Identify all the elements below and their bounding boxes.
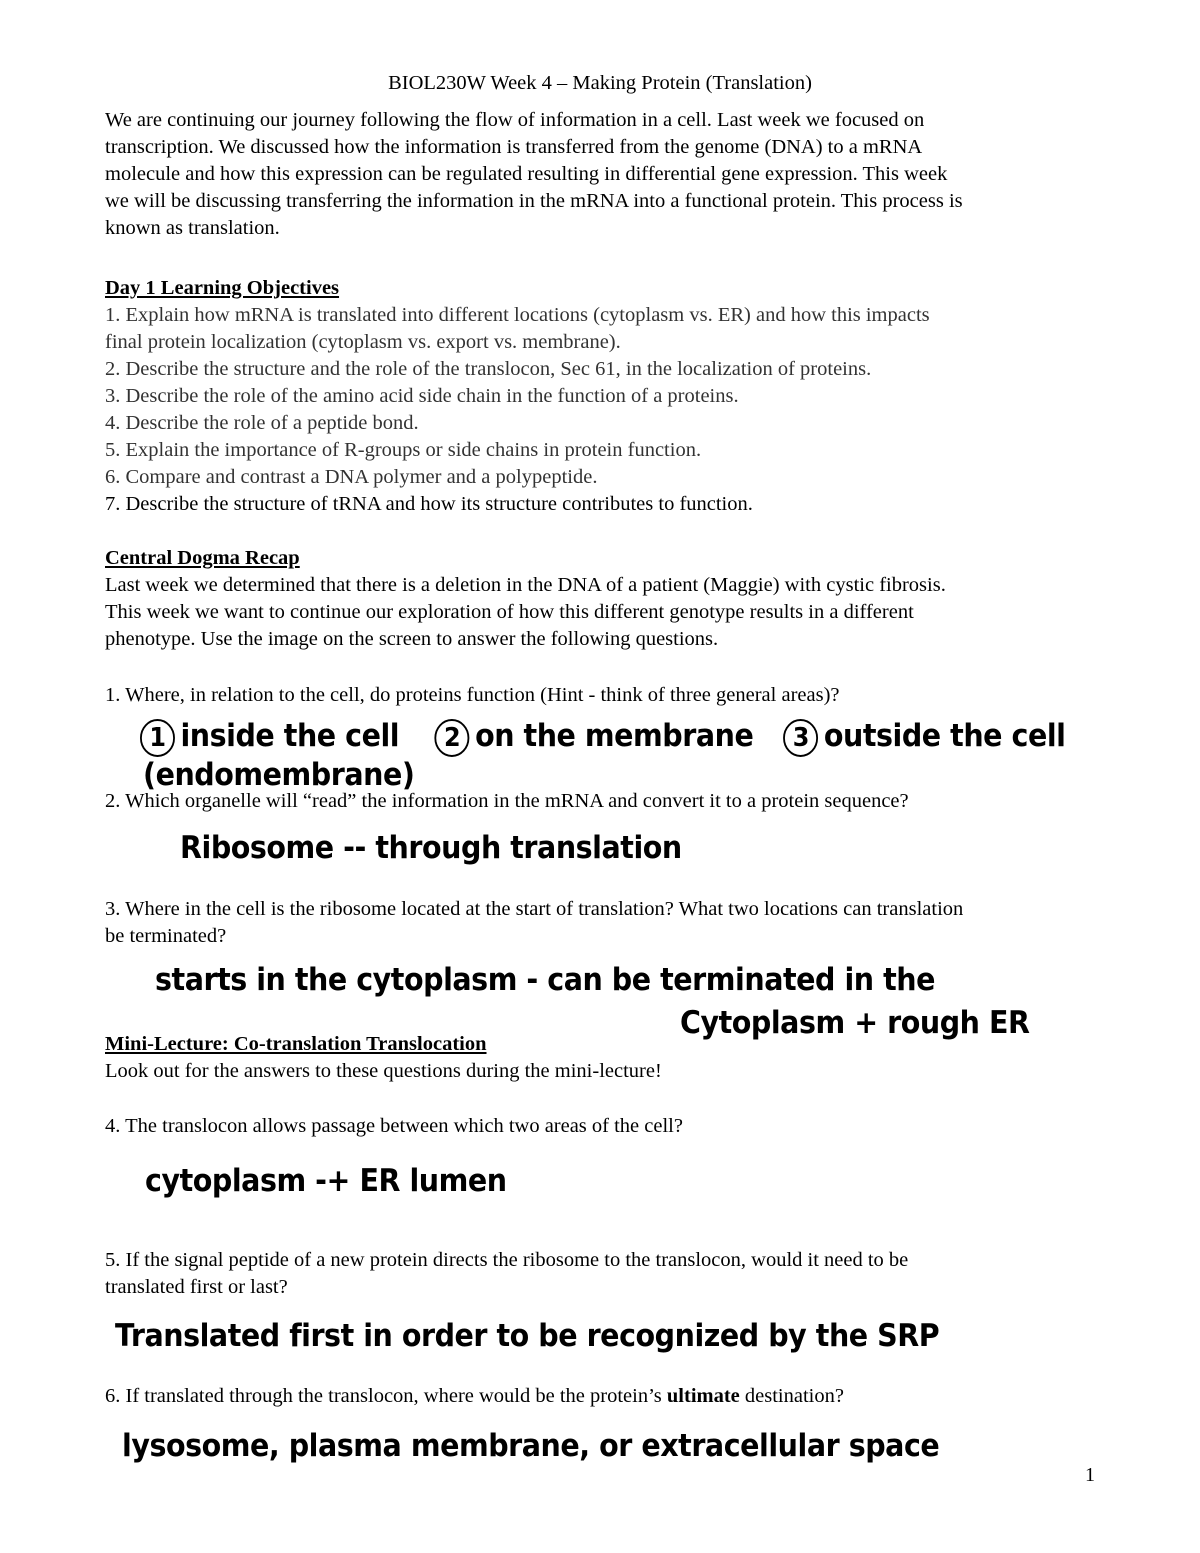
answer-3: starts in the cytoplasm - can be terminated in the bbox=[155, 962, 936, 998]
recap-line: This week we want to continue our exploration of how this different genotype results in a different bbox=[105, 601, 914, 623]
answer-4: cytoplasm -+ ER lumen bbox=[145, 1163, 507, 1199]
answer-1 bbox=[140, 718, 1065, 757]
question-6-text: 6. If translated through the translocon, where would be the protein’s bbox=[105, 1385, 667, 1407]
question-6 bbox=[105, 1383, 844, 1410]
intro-line: molecule and how this expression can be regulated resulting in differential gene expression. This week bbox=[105, 163, 948, 185]
answer-1-number: 3 bbox=[783, 719, 818, 757]
objective-line: final protein localization (cytoplasm vs. export vs. membrane). bbox=[105, 331, 621, 353]
intro-line: we will be discussing transferring the information in the mRNA into a functional protein. This process is bbox=[105, 190, 963, 212]
intro-line: We are continuing our journey following the flow of information in a cell. Last week we focused on bbox=[105, 109, 925, 131]
question-1: 1. Where, in relation to the cell, do proteins function (Hint - think of three general areas)? bbox=[105, 684, 840, 706]
answer-5: Translated first in order to be recognized by the SRP bbox=[115, 1318, 940, 1354]
answer-1-part: on the membrane bbox=[475, 718, 754, 754]
answer-1-part: outside the cell bbox=[823, 718, 1066, 754]
question-3-cont: be terminated? bbox=[105, 925, 227, 947]
recap-heading: Central Dogma Recap bbox=[105, 547, 300, 569]
answer-2: Ribosome -- through translation bbox=[180, 830, 682, 866]
question-5-cont: translated first or last? bbox=[105, 1276, 288, 1298]
answer-6: lysosome, plasma membrane, or extracellular space bbox=[122, 1428, 940, 1464]
recap-line: Last week we determined that there is a deletion in the DNA of a patient (Maggie) with cystic fibrosis. bbox=[105, 574, 946, 596]
objective-line: 7. Describe the structure of tRNA and how its structure contributes to function. bbox=[105, 493, 753, 515]
page-number: 1 bbox=[1085, 1464, 1095, 1486]
objective-line: 1. Explain how mRNA is translated into different locations (cytoplasm vs. ER) and how this impacts bbox=[105, 304, 930, 326]
objectives-heading: Day 1 Learning Objectives bbox=[105, 277, 340, 299]
answer-3-line2: Cytoplasm + rough ER bbox=[680, 1005, 1030, 1041]
question-5: 5. If the signal peptide of a new protein directs the ribosome to the translocon, would it need to be bbox=[105, 1249, 909, 1271]
objective-line: 6. Compare and contrast a DNA polymer and a polypeptide. bbox=[105, 466, 598, 488]
answer-1-number: 1 bbox=[140, 719, 175, 757]
page-title: BIOL230W Week 4 – Making Protein (Translation) bbox=[388, 72, 812, 94]
objective-line: 3. Describe the role of the amino acid side chain in the function of a proteins. bbox=[105, 385, 739, 407]
objective-line: 4. Describe the role of a peptide bond. bbox=[105, 412, 419, 434]
recap-line: phenotype. Use the image on the screen to answer the following questions. bbox=[105, 628, 719, 650]
objective-line: 5. Explain the importance of R-groups or side chains in protein function. bbox=[105, 439, 702, 461]
answer-1-line2: (endomembrane) bbox=[143, 757, 415, 793]
answer-1-part: inside the cell bbox=[180, 718, 400, 754]
intro-line: transcription. We discussed how the information is transferred from the genome (DNA) to a mRNA bbox=[105, 136, 923, 158]
question-3: 3. Where in the cell is the ribosome located at the start of translation? What two locations can translation bbox=[105, 898, 964, 920]
question-2: 2. Which organelle will “read” the information in the mRNA and convert it to a protein sequence? bbox=[105, 790, 909, 812]
minilecture-heading: Mini-Lecture: Co-translation Translocation bbox=[105, 1033, 487, 1055]
objective-line: 2. Describe the structure and the role of the translocon, Sec 61, in the localization of proteins. bbox=[105, 358, 872, 380]
question-6-emphasis: ultimate bbox=[666, 1385, 740, 1407]
intro-line: known as translation. bbox=[105, 217, 280, 239]
question-6-text-end: destination? bbox=[739, 1385, 844, 1407]
minilecture-line: Look out for the answers to these questions during the mini-lecture! bbox=[105, 1060, 662, 1082]
question-4: 4. The translocon allows passage between which two areas of the cell? bbox=[105, 1115, 683, 1137]
answer-1-number: 2 bbox=[435, 719, 470, 757]
